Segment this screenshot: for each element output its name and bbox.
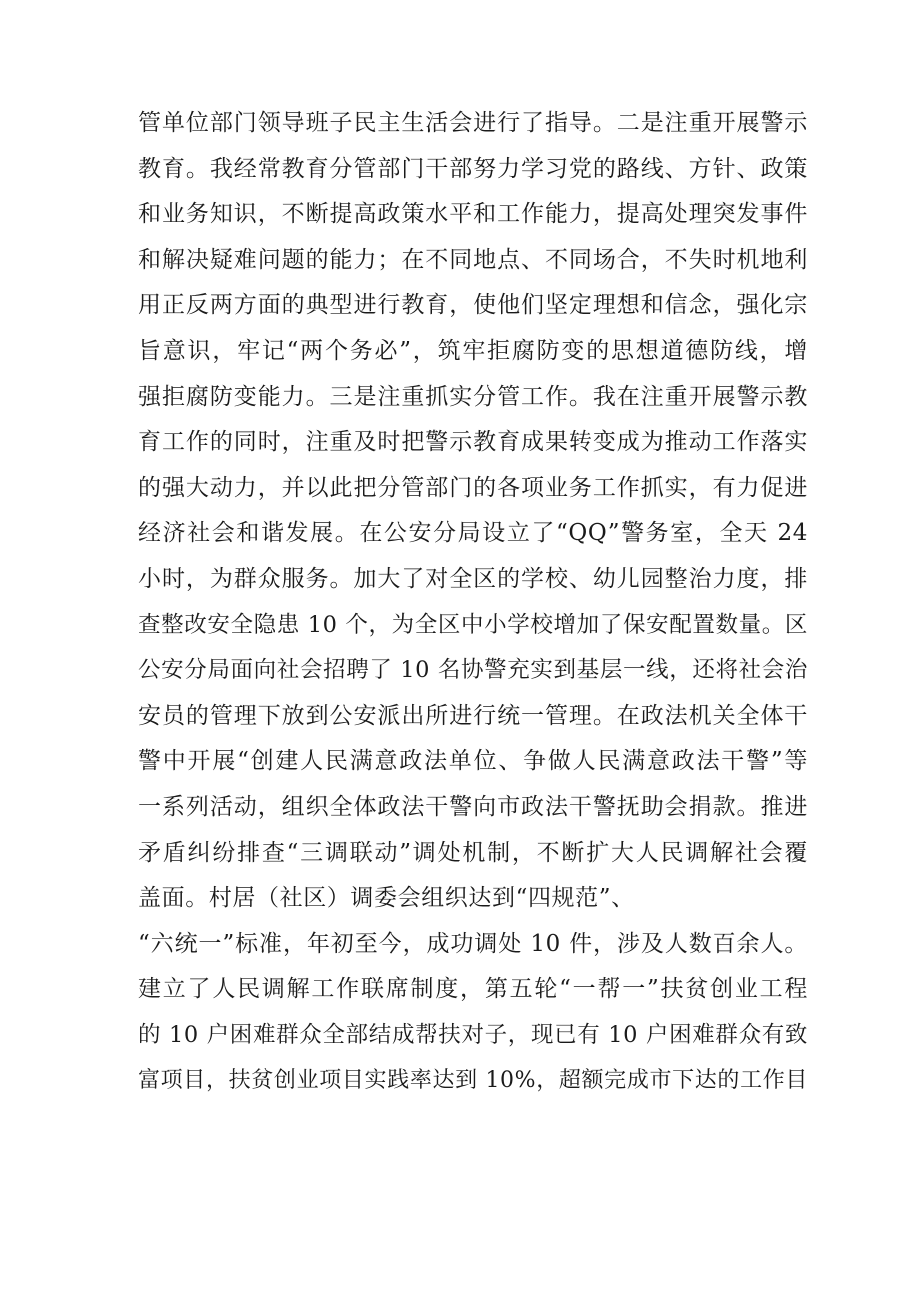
text-line-11: 小时，为群众服务。加大了对全区的学校、幼儿园整治力度，排 <box>138 565 808 592</box>
text-line-15: 警中开展“创建人民满意政法单位、争做人民满意政法干警”等 <box>138 748 808 775</box>
text-line-18: 盖面。村居（社区）调委会组织达到“四规范”、 <box>138 885 635 912</box>
body-text <box>138 101 808 1104</box>
text-line-20: 建立了人民调解工作联席制度，第五轮“一帮一”扶贫创业工程 <box>138 976 808 1003</box>
text-line-1: 管单位部门领导班子民主生活会进行了指导。二是注重开展警示 <box>138 110 808 136</box>
text-line-22: 富项目，扶贫创业项目实践率达到 10%，超额完成市下达的工作目 <box>138 1068 808 1094</box>
text-line-17: 矛盾纠纷排查“三调联动”调处机制，不断扩大人民调解社会覆 <box>138 839 808 866</box>
text-line-19: “六统一”标准，年初至今，成功调处 10 件，涉及人数百余人。 <box>138 930 808 957</box>
text-line-8: 育工作的同时，注重及时把警示教育成果转变成为推动工作落实 <box>138 429 808 456</box>
text-line-21: 的 10 户困难群众全部结成帮扶对子，现已有 10 户困难群众有致 <box>138 1021 808 1048</box>
text-line-5: 用正反两方面的典型进行教育，使他们坚定理想和信念，强化宗 <box>138 292 808 319</box>
text-line-3: 和业务知识，不断提高政策水平和工作能力，提高处理突发事件 <box>138 201 808 228</box>
text-line-7: 强拒腐防变能力。三是注重抓实分管工作。我在注重开展警示教 <box>138 383 808 410</box>
text-line-6: 旨意识，牢记“两个务必”，筑牢拒腐防变的思想道德防线，增 <box>138 337 808 364</box>
text-line-9: 的强大动力，并以此把分管部门的各项业务工作抓实，有力促进 <box>138 474 808 501</box>
text-line-2: 教育。我经常教育分管部门干部努力学习党的路线、方针、政策 <box>138 155 808 182</box>
text-line-14: 安员的管理下放到公安派出所进行统一管理。在政法机关全体干 <box>138 702 808 729</box>
text-line-12: 查整改安全隐患 10 个，为全区中小学校增加了保安配置数量。区 <box>138 611 808 638</box>
text-line-16: 一系列活动，组织全体政法干警向市政法干警抚助会捐款。推进 <box>138 793 808 820</box>
text-line-13: 公安分局面向社会招聘了 10 名协警充实到基层一线，还将社会治 <box>138 657 808 684</box>
text-line-4: 和解决疑难问题的能力；在不同地点、不同场合，不失时机地利 <box>138 246 808 273</box>
text-line-10: 经济社会和谐发展。在公安分局设立了“QQ”警务室，全天 24 <box>138 520 808 547</box>
